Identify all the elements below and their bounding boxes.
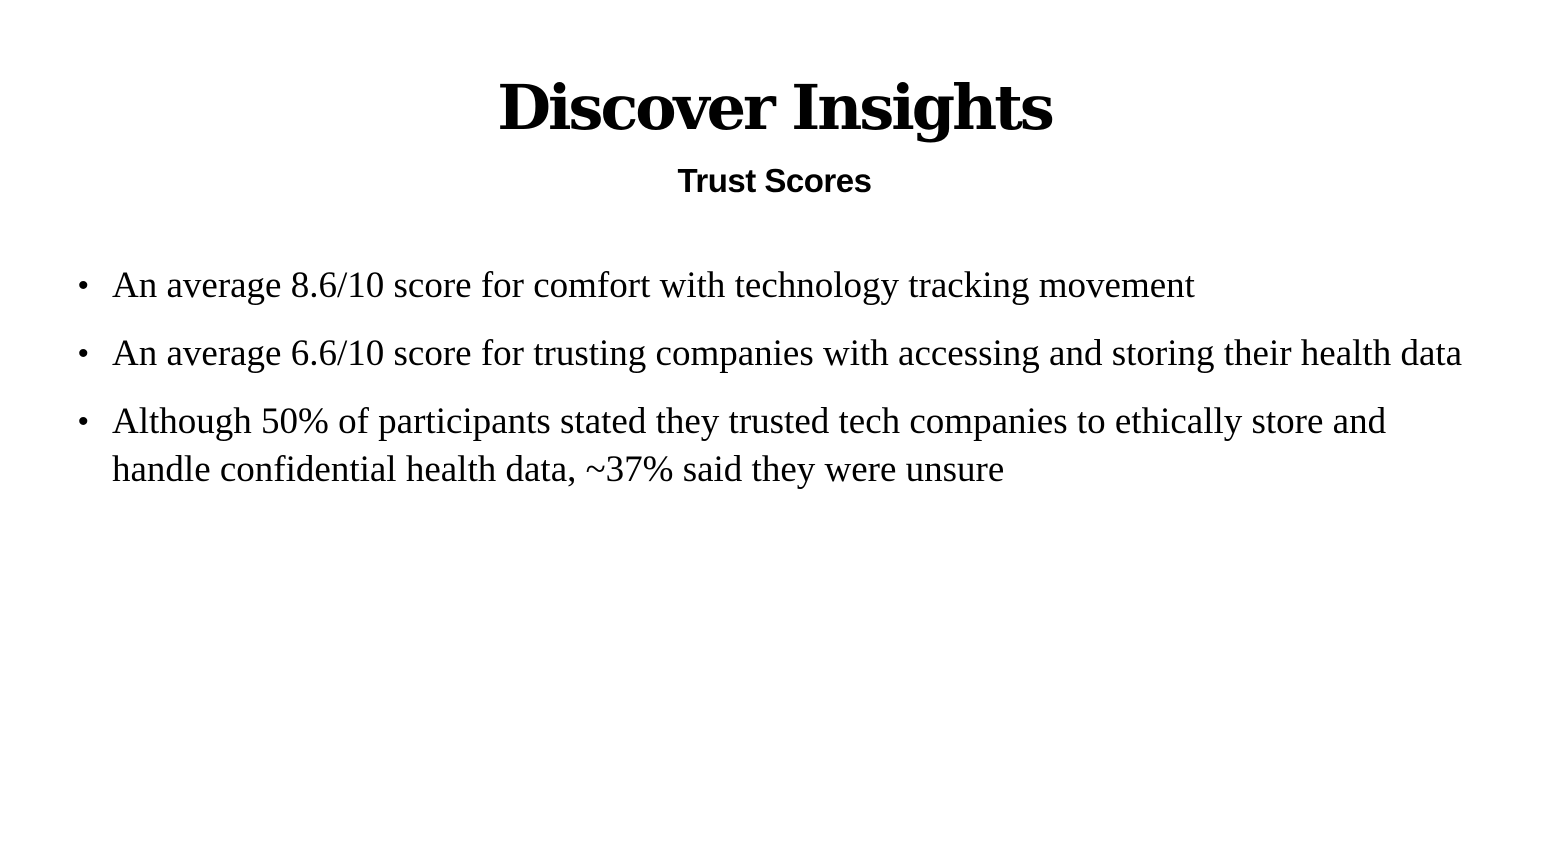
bullet-item xyxy=(78,398,1478,494)
slide-subtitle: Trust Scores xyxy=(677,162,872,199)
bullet-marker: • xyxy=(78,405,89,438)
bullet-text: An average 8.6/10 score for comfort with technology tracking movement xyxy=(112,265,1195,306)
bullet-text: Although 50% of participants stated they trusted tech companies to ethically store and handle confidential health data, ~37% said they were unsure xyxy=(112,401,1387,490)
bullet-item xyxy=(78,262,1478,310)
bullet-marker: • xyxy=(78,337,89,370)
bullet-marker: • xyxy=(78,269,89,302)
bullet-text: An average 6.6/10 score for trusting companies with accessing and storing their health data xyxy=(112,333,1463,374)
bullet-list xyxy=(78,262,1478,514)
bullet-item xyxy=(78,330,1478,378)
slide-title: Discover Insights xyxy=(497,71,1052,144)
